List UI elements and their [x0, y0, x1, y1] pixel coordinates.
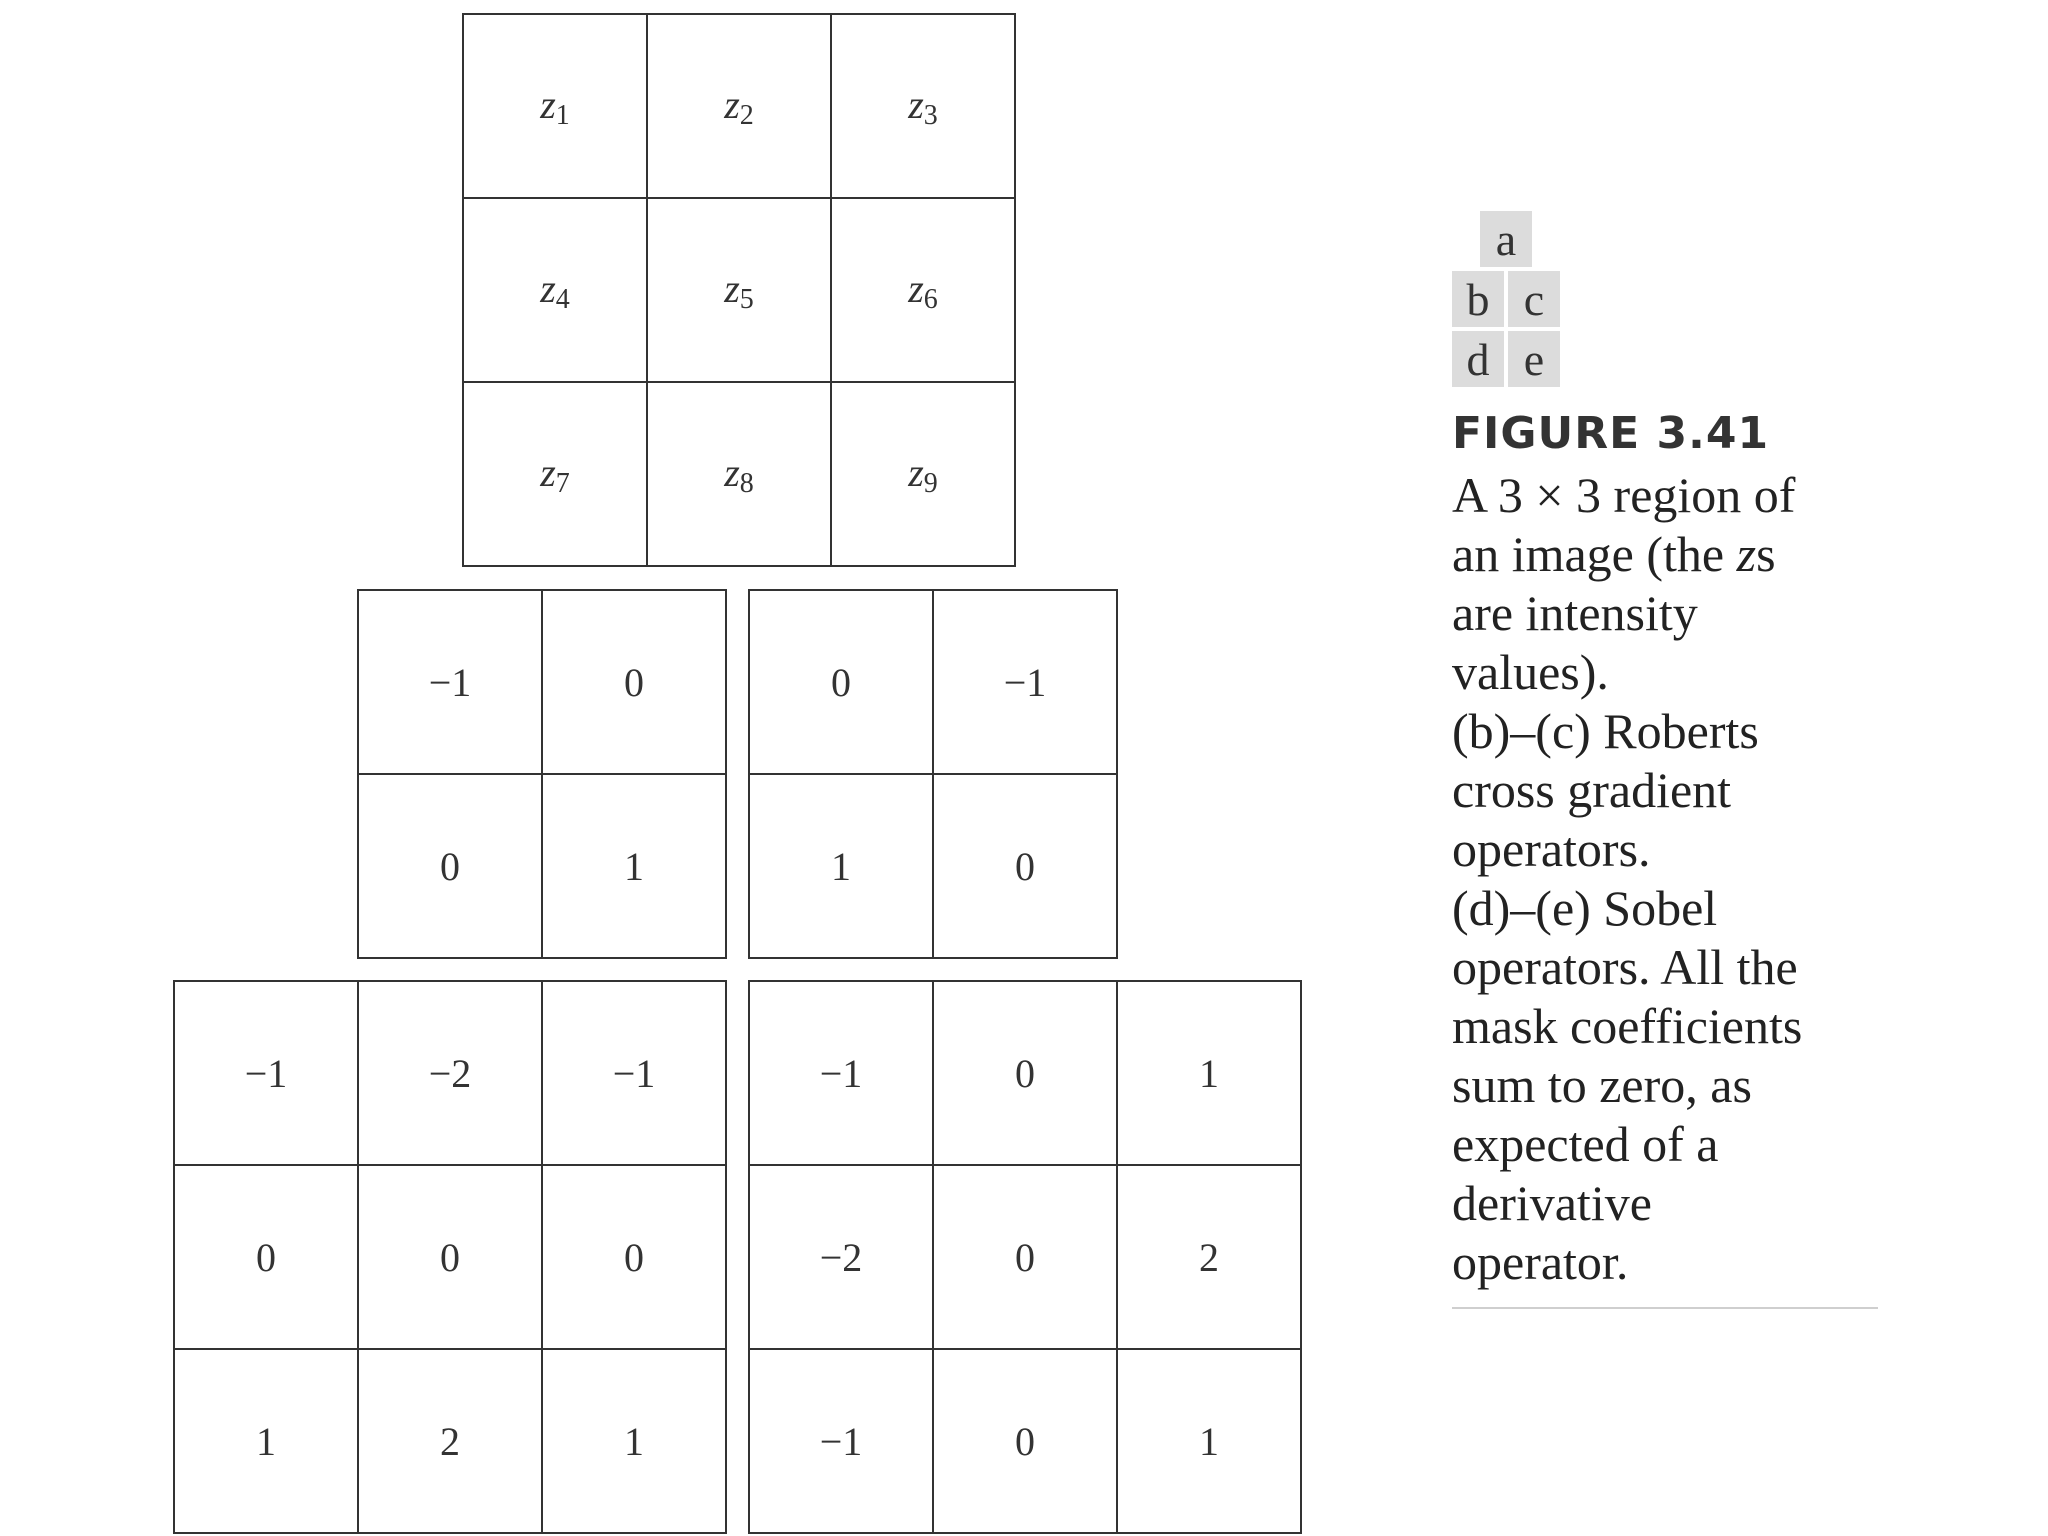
- grid-e-cell: 0: [934, 982, 1118, 1166]
- caption-line: (d)–(e) Sobel: [1452, 880, 1718, 936]
- grid-d-cell: −2: [359, 982, 543, 1166]
- caption-line: sum to zero, as: [1452, 1057, 1752, 1113]
- grid-c-cell: 1: [750, 775, 934, 959]
- grid-e-cell: 2: [1118, 1166, 1302, 1350]
- caption-line: operator.: [1452, 1234, 1629, 1290]
- grid-a-cell: [832, 15, 1016, 199]
- panel-key-e: e: [1508, 331, 1560, 387]
- z-variable: $z_9$: [908, 449, 938, 499]
- grid-a-cell: [648, 383, 832, 567]
- z-variable: $z_6$: [908, 265, 938, 315]
- grid-e-cell: 1: [1118, 1350, 1302, 1534]
- grid-b-cell: 1: [543, 775, 727, 959]
- grid-d-cell: 2: [359, 1350, 543, 1534]
- z-variable: $z_2$: [724, 81, 754, 131]
- grid-e-cell: 1: [1118, 982, 1302, 1166]
- grid-c-cell: 0: [750, 591, 934, 775]
- panel-key-c: c: [1508, 271, 1560, 327]
- figure-caption: [1452, 406, 1882, 1292]
- caption-line: operators. All the: [1452, 939, 1798, 995]
- caption-line: values).: [1452, 644, 1609, 700]
- panel-key-a: a: [1480, 211, 1532, 267]
- grid-d-cell: 0: [359, 1166, 543, 1350]
- region-grid-a: [462, 13, 1016, 567]
- sobel-mask-d: [173, 980, 727, 1534]
- z-variable: $z_4$: [540, 265, 570, 315]
- panel-key-b: b: [1452, 271, 1504, 327]
- caption-line: mask coefficients: [1452, 998, 1803, 1054]
- grid-d-cell: −1: [175, 982, 359, 1166]
- grid-a-cell: [464, 383, 648, 567]
- grid-d-cell: 0: [175, 1166, 359, 1350]
- grid-e-cell: −2: [750, 1166, 934, 1350]
- caption-z-italic: z: [1736, 526, 1757, 582]
- panel-key-d: d: [1452, 331, 1504, 387]
- grid-a-cell: [648, 199, 832, 383]
- grid-a-cell: [832, 199, 1016, 383]
- caption-line: are intensity: [1452, 585, 1698, 641]
- z-variable: $z_7$: [540, 449, 570, 499]
- grid-b-cell: 0: [543, 591, 727, 775]
- grid-b-cell: −1: [359, 591, 543, 775]
- panel-key: [1452, 211, 1560, 391]
- z-variable: $z_3$: [908, 81, 938, 131]
- caption-line: an image (the zs: [1452, 526, 1776, 582]
- caption-line: A 3 × 3 region of: [1452, 467, 1796, 523]
- caption-line: expected of a: [1452, 1116, 1719, 1172]
- caption-rule: [1452, 1307, 1878, 1309]
- z-variable: $z_8$: [724, 449, 754, 499]
- caption-line: cross gradient: [1452, 762, 1732, 818]
- sobel-mask-e: [748, 980, 1302, 1534]
- grid-a-cell: [464, 15, 648, 199]
- grid-e-cell: −1: [750, 982, 934, 1166]
- grid-d-cell: −1: [543, 982, 727, 1166]
- figure-title: FIGURE 3.41: [1452, 408, 1770, 459]
- roberts-mask-c: [748, 589, 1118, 959]
- grid-c-cell: −1: [934, 591, 1118, 775]
- grid-d-cell: 1: [175, 1350, 359, 1534]
- grid-e-cell: 0: [934, 1350, 1118, 1534]
- grid-e-cell: −1: [750, 1350, 934, 1534]
- grid-c-cell: 0: [934, 775, 1118, 959]
- grid-b-cell: 0: [359, 775, 543, 959]
- grid-a-cell: [464, 199, 648, 383]
- z-variable: $z_5$: [724, 265, 754, 315]
- z-variable: $z_1$: [540, 81, 570, 131]
- grid-d-cell: 0: [543, 1166, 727, 1350]
- caption-line: (b)–(c) Roberts: [1452, 703, 1759, 759]
- grid-a-cell: [648, 15, 832, 199]
- caption-line: operators.: [1452, 821, 1651, 877]
- grid-d-cell: 1: [543, 1350, 727, 1534]
- grid-e-cell: 0: [934, 1166, 1118, 1350]
- grid-a-cell: [832, 383, 1016, 567]
- caption-line: derivative: [1452, 1175, 1652, 1231]
- roberts-mask-b: [357, 589, 727, 959]
